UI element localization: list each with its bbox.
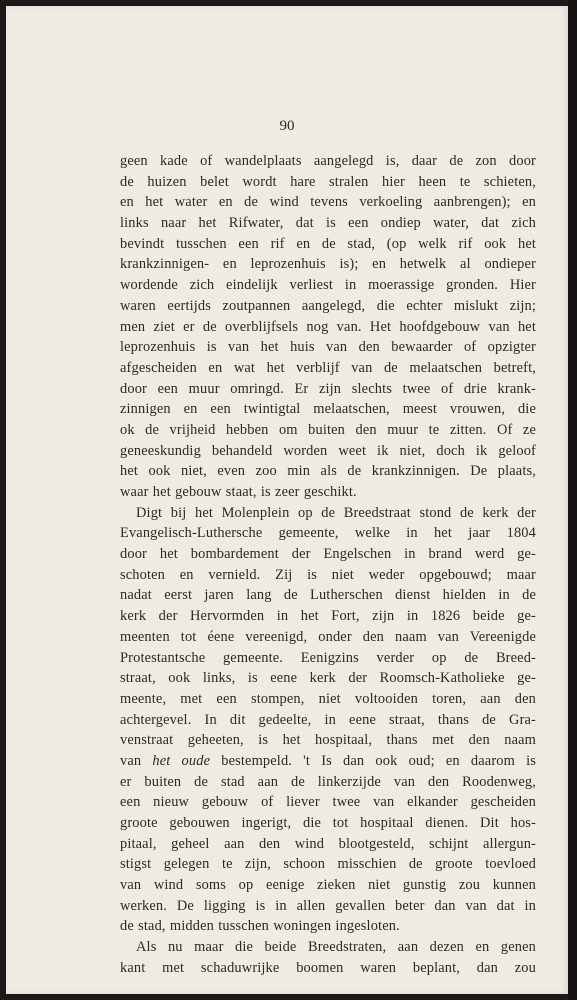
text-line: en het water en de wind tevens verkoeling aanbrengen); en — [120, 194, 536, 211]
text-line: de stad, midden tusschen woningen ingesloten. — [120, 918, 400, 935]
text-line: ok de vrijheid hebben om buiten den muur te zitten. Of ze — [120, 421, 536, 438]
text-line: pitaal, geheel aan den wind blootgesteld, schijnt allergun- — [120, 835, 536, 852]
text-line: straat, ook links, is eene kerk der Roomsch-Katholieke ge- — [120, 670, 536, 687]
text-line — [120, 751, 536, 772]
text-line: venstraat geheeten, is het hospitaal, thans met den naam — [120, 732, 536, 749]
text-line: men ziet er de overblijfsels nog van. Het hoofdgebouw van het — [120, 318, 536, 335]
text-line: van wind soms op eenige zieken niet gunstig zou kunnen — [120, 877, 536, 894]
text-line: een nieuw gebouw of liever twee van elkander gescheiden — [120, 794, 536, 811]
text-line: zinnigen en een twintigtal melaatschen, meest vrouwen, die — [120, 401, 536, 418]
text-line: werken. De ligging is in allen gevallen beter dan van dat in — [120, 897, 536, 914]
text-line: Protestantsche gemeente. Eenigzins verder op de Breed- — [120, 649, 536, 666]
text-segment: bestempeld. 't Is dan ook oud; en daarom is — [210, 752, 536, 769]
text-line: meente, met een stompen, niet voltooiden toren, aan den — [120, 690, 536, 707]
text-line: Evangelisch-Luthersche gemeente, welke in het jaar 1804 — [120, 525, 536, 542]
text-line: de huizen belet wordt hare stralen hier heen te schieten, — [120, 173, 536, 190]
text-line: kant met schaduwrijke boomen waren beplant, dan zou — [120, 959, 536, 976]
text-line: groote gebouwen ingerigt, die tot hospitaal dienen. Dit hos- — [120, 815, 536, 831]
text-line: achtergevel. In dit gedeelte, in eene straat, thans de Gra- — [120, 711, 536, 728]
body-text — [120, 151, 536, 979]
text-line: het ook niet, even zoo min als de krankzinnigen. De plaats, — [120, 463, 536, 480]
text-line: door het bombardement der Engelschen in brand werd ge- — [120, 546, 536, 563]
book-page — [6, 6, 568, 994]
text-line: door een muur omringd. Er zijn slechts twee of drie krank- — [120, 380, 536, 397]
text-line: stigst gelegen te zijn, schoon misschien de groote toevloed — [120, 856, 536, 873]
italic-text: het oude — [152, 752, 211, 769]
text-line: meenten tot éene vereenigd, onder den naam van Vereenigde — [120, 628, 536, 645]
text-line: er buiten de stad aan de linkerzijde van den Roodenweg, — [120, 773, 536, 790]
text-line: geen kade of wandelplaats aangelegd is, daar de zon door — [120, 153, 536, 169]
text-line: kerk der Hervormden in het Fort, zijn in 1826 beide ge- — [120, 608, 536, 625]
text-line: leprozenhuis is van het huis van den bewaarder of opzigter — [120, 339, 536, 356]
text-line: nadat eerst jaren lang de Lutherschen dienst hielden in de — [120, 587, 536, 604]
text-line: geneeskundig behandeld worden weet ik niet, doch ik geloof — [120, 442, 536, 459]
text-line: Digt bij het Molenplein op de Breedstraat stond de kerk der — [136, 504, 536, 521]
text-line: wordende zich eindelijk verliest in moerassige gronden. Hier — [120, 277, 536, 294]
text-line: schoten en vernield. Zij is niet weder opgebouwd; maar — [120, 566, 536, 583]
text-line: afgescheiden en wat het verblijf van de melaatschen betreft, — [120, 359, 536, 376]
text-line: waren eertijds zoutpannen aangelegd, die echter mislukt zijn; — [120, 297, 536, 314]
text-segment: van — [120, 752, 153, 769]
scan-edge — [568, 0, 577, 1000]
text-line: Als nu maar die beide Breedstraten, aan dezen en genen — [136, 939, 536, 956]
text-line: bevindt tusschen een rif en de stad, (op welk rif ook het — [120, 235, 536, 252]
text-line: waar het gebouw staat, is zeer geschikt. — [120, 484, 357, 500]
text-line: links naar het Rifwater, dat is een ondiep water, dat zich — [120, 215, 536, 232]
page-number: 90 — [279, 118, 295, 134]
text-line: krankzinnigen- en leprozenhuis is); en hetwelk al ondieper — [120, 256, 536, 273]
